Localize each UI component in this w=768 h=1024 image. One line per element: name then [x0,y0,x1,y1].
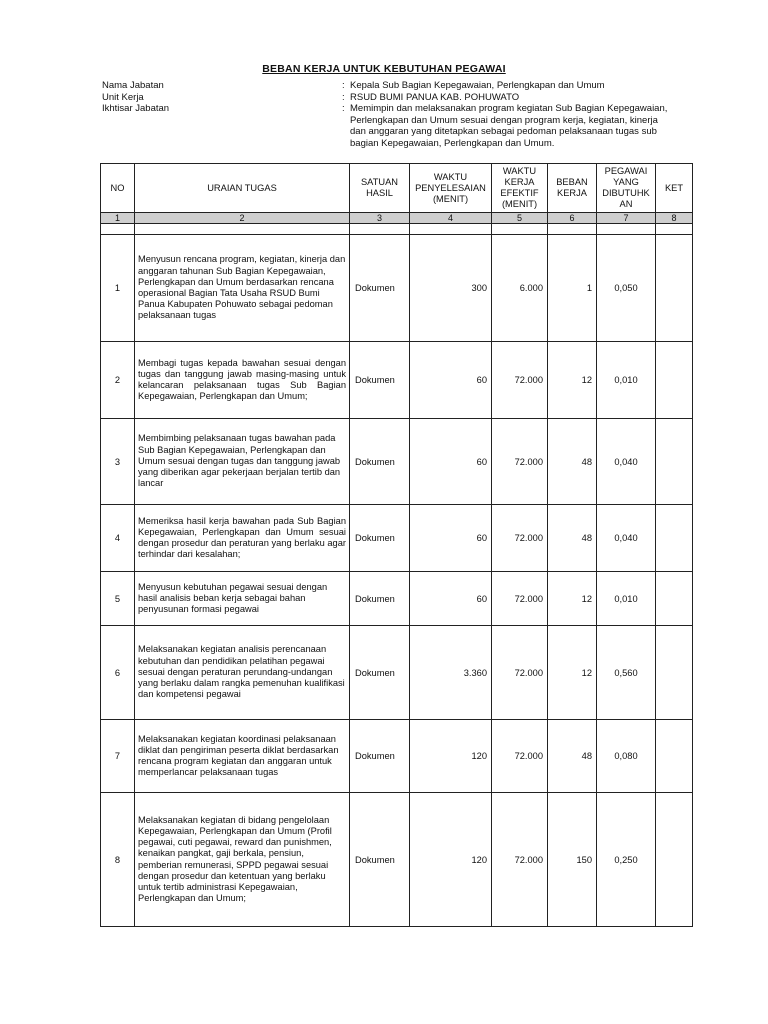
effective-work-time: 6.000 [492,235,548,342]
effective-work-time: 72.000 [492,720,548,793]
job-info [102,80,702,149]
header-line: KERJA [504,177,535,187]
output-unit: Dokumen [350,419,410,505]
output-unit: Dokumen [350,720,410,793]
column-number: 3 [350,213,410,224]
table-row [101,342,693,419]
header-line: YANG [613,177,639,187]
header-satuan-hasil [350,164,410,213]
employees-needed: 0,250 [597,793,656,927]
remark [656,720,693,793]
header-no: NO [101,164,135,213]
header-line: KERJA [557,188,587,198]
header-line: DIBUTUHK [602,188,650,198]
workload: 150 [548,793,597,927]
workload: 1 [548,235,597,342]
row-number: 4 [101,505,135,572]
remark [656,572,693,626]
empty-cell [410,224,492,235]
empty-cell [350,224,410,235]
completion-time: 60 [410,419,492,505]
header-line: (MENIT) [501,199,538,209]
table-row [101,419,693,505]
header-line: AN [619,199,633,209]
task-description: Menyusun rencana program, kegiatan, kinerja dan anggaran tahunan Sub Bagian Kepegawaian, Perlengkapan dan Umum berdasarkan rencana operasional Bagian Tata Usaha RSUD Bumi Panua Kabupaten Pohuwato sebagai pedoman pelaksanaan tugas [135,235,350,342]
meta-colon: : [342,80,345,91]
row-number: 2 [101,342,135,419]
table-row [101,626,693,720]
completion-time: 300 [410,235,492,342]
meta-value: Kepala Sub Bagian Kepegawaian, Perlengkapan dan Umum [350,80,605,91]
column-number-row [101,213,693,224]
completion-time: 60 [410,342,492,419]
table-header-row [101,164,693,213]
effective-work-time: 72.000 [492,342,548,419]
remark [656,419,693,505]
table-row [101,235,693,342]
header-line: WAKTU [433,171,468,182]
workload: 48 [548,505,597,572]
meta-value: RSUD BUMI PANUA KAB. POHUWATO [350,91,520,103]
output-unit: Dokumen [350,505,410,572]
meta-label: Nama Jabatan [102,80,164,91]
task-description: Melaksanakan kegiatan di bidang pengelolaan Kepegawaian, Perlengkapan dan Umum (Profil pegawai, cuti pegawai, reward dan punishmen, kenaikan pangkat, gaji berkala, pensiun, pemberian remunerasi, SPPD pegawai sesuai dengan prosedur dan ketentuan yang berlaku untuk tertib administrasi Kepegawaian, Perlengkapan dan Umum; [135,793,350,927]
meta-row-nama-jabatan [102,80,702,92]
completion-time: 60 [410,572,492,626]
output-unit: Dokumen [350,626,410,720]
employees-needed: 0,010 [597,572,656,626]
meta-colon: : [342,103,345,114]
meta-label: Unit Kerja [102,91,144,103]
task-description: Membimbing pelaksanaan tugas bawahan pada Sub Bagian Kepegawaian, Perlengkapan dan Umum sesuai dengan tugas dan tanggung jawab yang diberikan agar pekerjaan berjalan tertib dan lancar [135,419,350,505]
remark [656,342,693,419]
task-description: Memeriksa hasil kerja bawahan pada Sub Bagian Kepegawaian, Perlengkapan dan Umum sesuai dengan prosedur dan peraturan yang berlaku agar terhindar dari kesalahan; [135,505,350,572]
empty-cell [597,224,656,235]
task-description: Melaksanakan kegiatan koordinasi pelaksanaan diklat dan pengiriman peserta diklat berdasarkan rencana program kegiatan dan anggaran untuk memperlancar pelaksanaan tugas [135,720,350,793]
row-number: 6 [101,626,135,720]
task-description: Melaksanakan kegiatan analisis perencanaan kebutuhan dan pendidikan pelatihan pegawai sesuai dengan peraturan perundang-undangan yang berlaku dalam rangka pemenuhan kualifikasi dan kompetensi pegawai [135,626,350,720]
effective-work-time: 72.000 [492,793,548,927]
empty-cell [492,224,548,235]
completion-time: 3.360 [410,626,492,720]
remark [656,235,693,342]
empty-cell [135,224,350,235]
task-description: Membagi tugas kepada bawahan sesuai dengan tugas dan tanggung jawab masing-masing untuk kelancaran pelaksanaan tugas Sub Bagian Kepegawaian, Perlengkapan dan Umum; [135,342,350,419]
output-unit: Dokumen [350,235,410,342]
workload: 48 [548,419,597,505]
header-pegawai-dibutuhkan [597,164,656,213]
employees-needed: 0,040 [597,505,656,572]
meta-row-ikhtisar-jabatan [102,103,702,149]
table-row [101,720,693,793]
employees-needed: 0,050 [597,235,656,342]
meta-value: Memimpin dan melaksanakan program kegiatan Sub Bagian Kepegawaian, Perlengkapan dan Umum sesuai dengan program kerja, kegiatan, kinerja dan anggaran yang ditetapkan sebagai pedoman pelaksanaan tugas sub bagian Kepegawaian, Perlengkapan dan Umum. [350,103,668,149]
row-number: 8 [101,793,135,927]
completion-time: 120 [410,793,492,927]
meta-colon: : [342,91,345,103]
empty-cell [548,224,597,235]
employees-needed: 0,080 [597,720,656,793]
row-number: 3 [101,419,135,505]
workload: 12 [548,342,597,419]
output-unit: Dokumen [350,793,410,927]
table-row [101,505,693,572]
header-line: EFEKTIF [500,188,539,198]
row-number: 5 [101,572,135,626]
effective-work-time: 72.000 [492,572,548,626]
employees-needed: 0,010 [597,342,656,419]
header-line: WAKTU [502,166,537,176]
workload: 48 [548,720,597,793]
column-number: 7 [597,213,656,224]
effective-work-time: 72.000 [492,505,548,572]
header-beban-kerja [548,164,597,213]
header-waktu-kerja-efektif [492,164,548,213]
empty-cell [656,224,693,235]
column-number: 1 [101,213,135,224]
output-unit: Dokumen [350,342,410,419]
completion-time: 60 [410,505,492,572]
workload-table [100,163,693,927]
employees-needed: 0,560 [597,626,656,720]
column-number: 5 [492,213,548,224]
row-number: 7 [101,720,135,793]
header-waktu-penyelesaian [410,164,492,213]
column-number: 6 [548,213,597,224]
header-line: PENYELESAIAN [415,182,486,193]
employees-needed: 0,040 [597,419,656,505]
output-unit: Dokumen [350,572,410,626]
meta-row-unit-kerja [102,92,702,104]
row-number: 1 [101,235,135,342]
remark [656,793,693,927]
column-number: 2 [135,213,350,224]
header-line: PEGAWAI [604,166,648,176]
empty-cell [101,224,135,235]
header-line: SATUAN [360,177,399,187]
effective-work-time: 72.000 [492,419,548,505]
task-description: Menyusun kebutuhan pegawai sesuai dengan hasil analisis beban kerja sebagai bahan penyusunan formasi pegawai [135,572,350,626]
document-title: BEBAN KERJA UNTUK KEBUTUHAN PEGAWAI [262,63,506,75]
table-row [101,793,693,927]
spacer-row [101,224,693,235]
remark [656,505,693,572]
header-line: HASIL [366,188,393,198]
meta-label: Ikhtisar Jabatan [102,103,170,114]
completion-time: 120 [410,720,492,793]
workload: 12 [548,626,597,720]
column-number: 4 [410,213,492,224]
remark [656,626,693,720]
column-number: 8 [656,213,693,224]
effective-work-time: 72.000 [492,626,548,720]
header-line: BEBAN [556,177,588,187]
header-uraian-tugas: URAIAN TUGAS [135,164,350,213]
workload: 12 [548,572,597,626]
header-line: (MENIT) [432,193,469,204]
header-ket: KET [656,164,693,213]
table-row [101,572,693,626]
